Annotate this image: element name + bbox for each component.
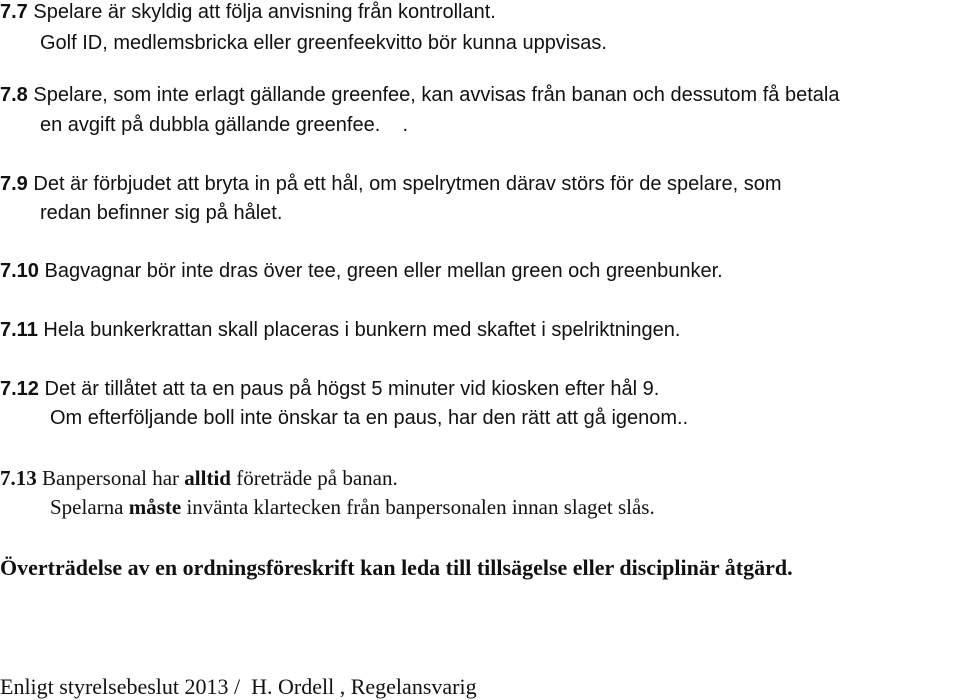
rule-text: Bagvagnar bör inte dras över tee, green eller mellan green och greenbunker. bbox=[44, 260, 723, 282]
rule-7-12-line-2: Om efterföljande boll inte önskar ta en paus, har den rätt att gå igenom.. bbox=[50, 407, 689, 429]
rule-7-8-line-2: en avgift på dubbla gällande greenfee. . bbox=[40, 114, 409, 136]
rule-text-before: Banpersonal har bbox=[42, 466, 185, 490]
rule-7-7-line-2: Golf ID, medlemsbricka eller greenfeekvitto bör kunna uppvisas. bbox=[40, 32, 607, 54]
rule-7-13-line-1 bbox=[0, 465, 398, 491]
rule-number: 7.8 bbox=[0, 84, 28, 106]
rule-text: Det är förbjudet att bryta in på ett hål, om spelrytmen därav störs för de spelare, som bbox=[33, 173, 782, 195]
rule-text-emphasis: alltid bbox=[184, 466, 231, 490]
footer-signature: Enligt styrelsebeslut 2013 / H. Ordell , Regelansvarig bbox=[0, 674, 477, 699]
rule-number: 7.9 bbox=[0, 173, 28, 195]
rule-number: 7.10 bbox=[0, 260, 39, 282]
rule-7-8-line-1 bbox=[0, 82, 839, 108]
rule-7-9-line-2: redan befinner sig på hålet. bbox=[40, 202, 283, 224]
rule-7-11-line-1 bbox=[0, 317, 680, 343]
violation-warning: Överträdelse av en ordningsföreskrift kan leda till tillsägelse eller disciplinär åtgärd. bbox=[0, 555, 793, 580]
rule-text: Spelare, som inte erlagt gällande greenfee, kan avvisas från banan och dessutom få betala bbox=[33, 84, 840, 106]
rule-text-emphasis: måste bbox=[128, 495, 182, 519]
rule-text: Hela bunkerkrattan skall placeras i bunkern med skaftet i spelriktningen. bbox=[43, 319, 681, 341]
rule-7-13-line-2 bbox=[50, 494, 655, 520]
rule-7-7-line-1 bbox=[0, 0, 496, 25]
rule-number: 7.7 bbox=[0, 1, 28, 23]
rule-number: 7.13 bbox=[0, 466, 37, 490]
rule-text: Det är tillåtet att ta en paus på högst 5 minuter vid kiosken efter hål 9. bbox=[44, 378, 660, 400]
rule-number: 7.11 bbox=[0, 319, 38, 341]
rule-text-after: företräde på banan. bbox=[230, 466, 398, 490]
rule-7-12-line-1 bbox=[0, 376, 659, 402]
rule-text: Spelare är skyldig att följa anvisning från kontrollant. bbox=[33, 1, 496, 23]
rule-text-after: invänta klartecken från banpersonalen innan slaget slås. bbox=[181, 495, 655, 519]
rule-text-before: Spelarna bbox=[50, 495, 129, 519]
rule-7-9-line-1 bbox=[0, 171, 782, 197]
rule-7-10-line-1 bbox=[0, 258, 723, 284]
rule-number: 7.12 bbox=[0, 378, 39, 400]
